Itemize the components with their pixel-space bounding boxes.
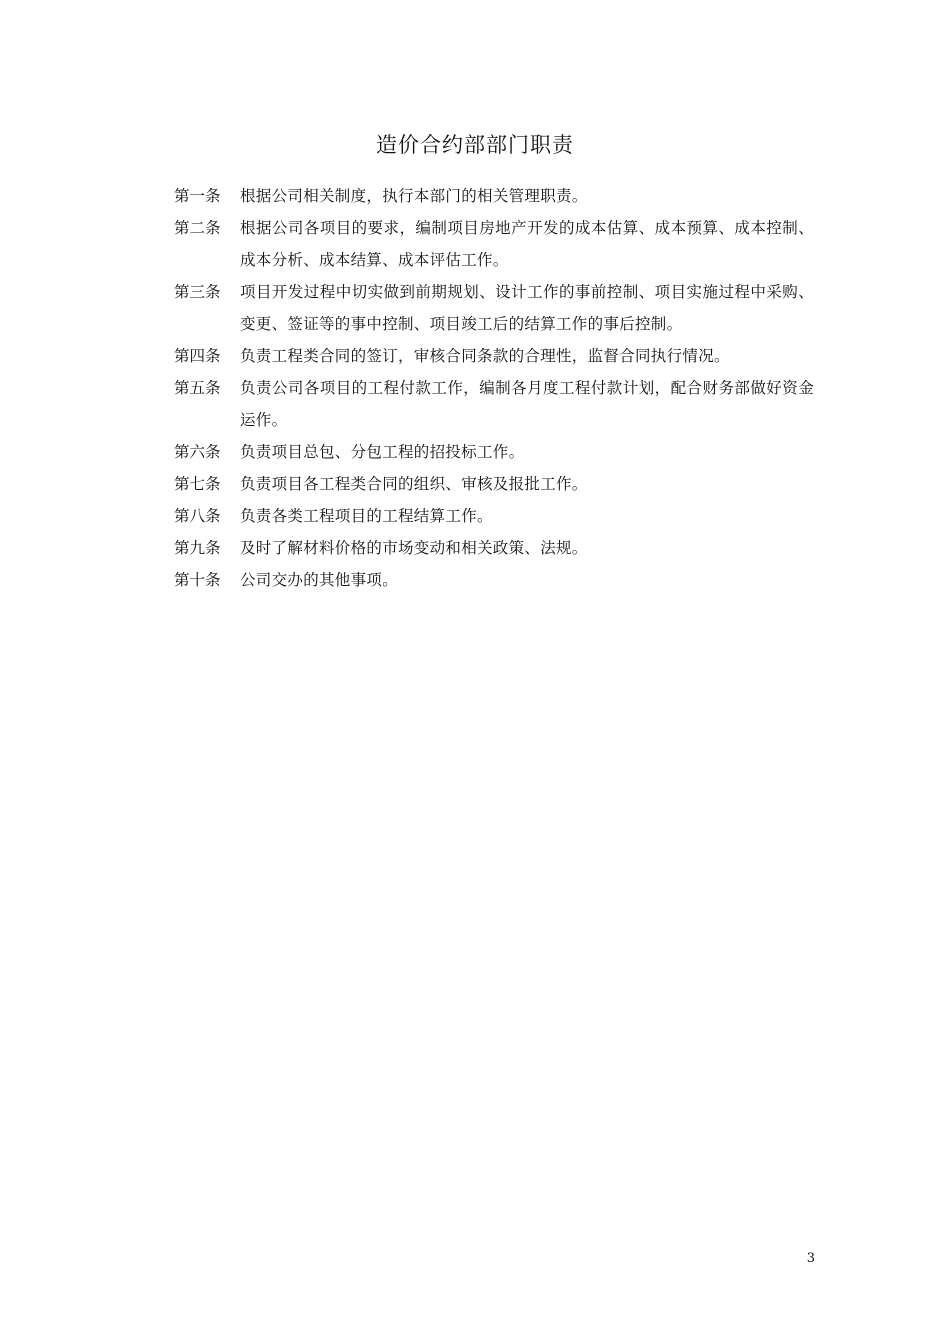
article-label: 第七条 xyxy=(174,475,221,493)
article-text: 项目开发过程中切实做到前期规划、设计工作的事前控制、项目实施过程中采购、变更、签证等的事中控制、项目竣工后的结算工作的事后控制。 xyxy=(240,283,814,333)
article-list xyxy=(174,180,814,596)
article-item xyxy=(174,532,814,564)
article-label: 第九条 xyxy=(174,539,221,557)
article-item xyxy=(174,564,814,596)
article-item xyxy=(174,212,814,276)
article-item xyxy=(174,340,814,372)
article-item xyxy=(174,468,814,500)
article-label: 第八条 xyxy=(174,507,221,525)
article-text: 公司交办的其他事项。 xyxy=(240,571,399,589)
article-text: 负责工程类合同的签订，审核合同条款的合理性，监督合同执行情况。 xyxy=(240,347,730,365)
article-label: 第三条 xyxy=(174,283,221,301)
article-item xyxy=(174,500,814,532)
article-label: 第一条 xyxy=(174,187,221,205)
article-item xyxy=(174,436,814,468)
article-text: 负责项目总包、分包工程的招投标工作。 xyxy=(240,443,525,461)
page-title: 造价合约部部门职责 xyxy=(376,133,574,157)
article-text: 负责公司各项目的工程付款工作，编制各月度工程付款计划，配合财务部做好资金运作。 xyxy=(240,379,814,429)
article-item xyxy=(174,180,814,212)
article-text: 负责各类工程项目的工程结算工作。 xyxy=(240,507,493,525)
article-text: 及时了解材料价格的市场变动和相关政策、法规。 xyxy=(240,539,588,557)
article-item xyxy=(174,276,814,340)
article-text: 根据公司各项目的要求，编制项目房地产开发的成本估算、成本预算、成本控制、成本分析、成本结算、成本评估工作。 xyxy=(240,219,814,269)
article-label: 第六条 xyxy=(174,443,221,461)
page-number: 3 xyxy=(806,1251,815,1266)
article-item xyxy=(174,372,814,436)
article-label: 第二条 xyxy=(174,219,221,237)
article-label: 第十条 xyxy=(174,571,221,589)
article-label: 第五条 xyxy=(174,379,221,397)
article-text: 根据公司相关制度，执行本部门的相关管理职责。 xyxy=(240,187,588,205)
article-label: 第四条 xyxy=(174,347,221,365)
article-text: 负责项目各工程类合同的组织、审核及报批工作。 xyxy=(240,475,588,493)
